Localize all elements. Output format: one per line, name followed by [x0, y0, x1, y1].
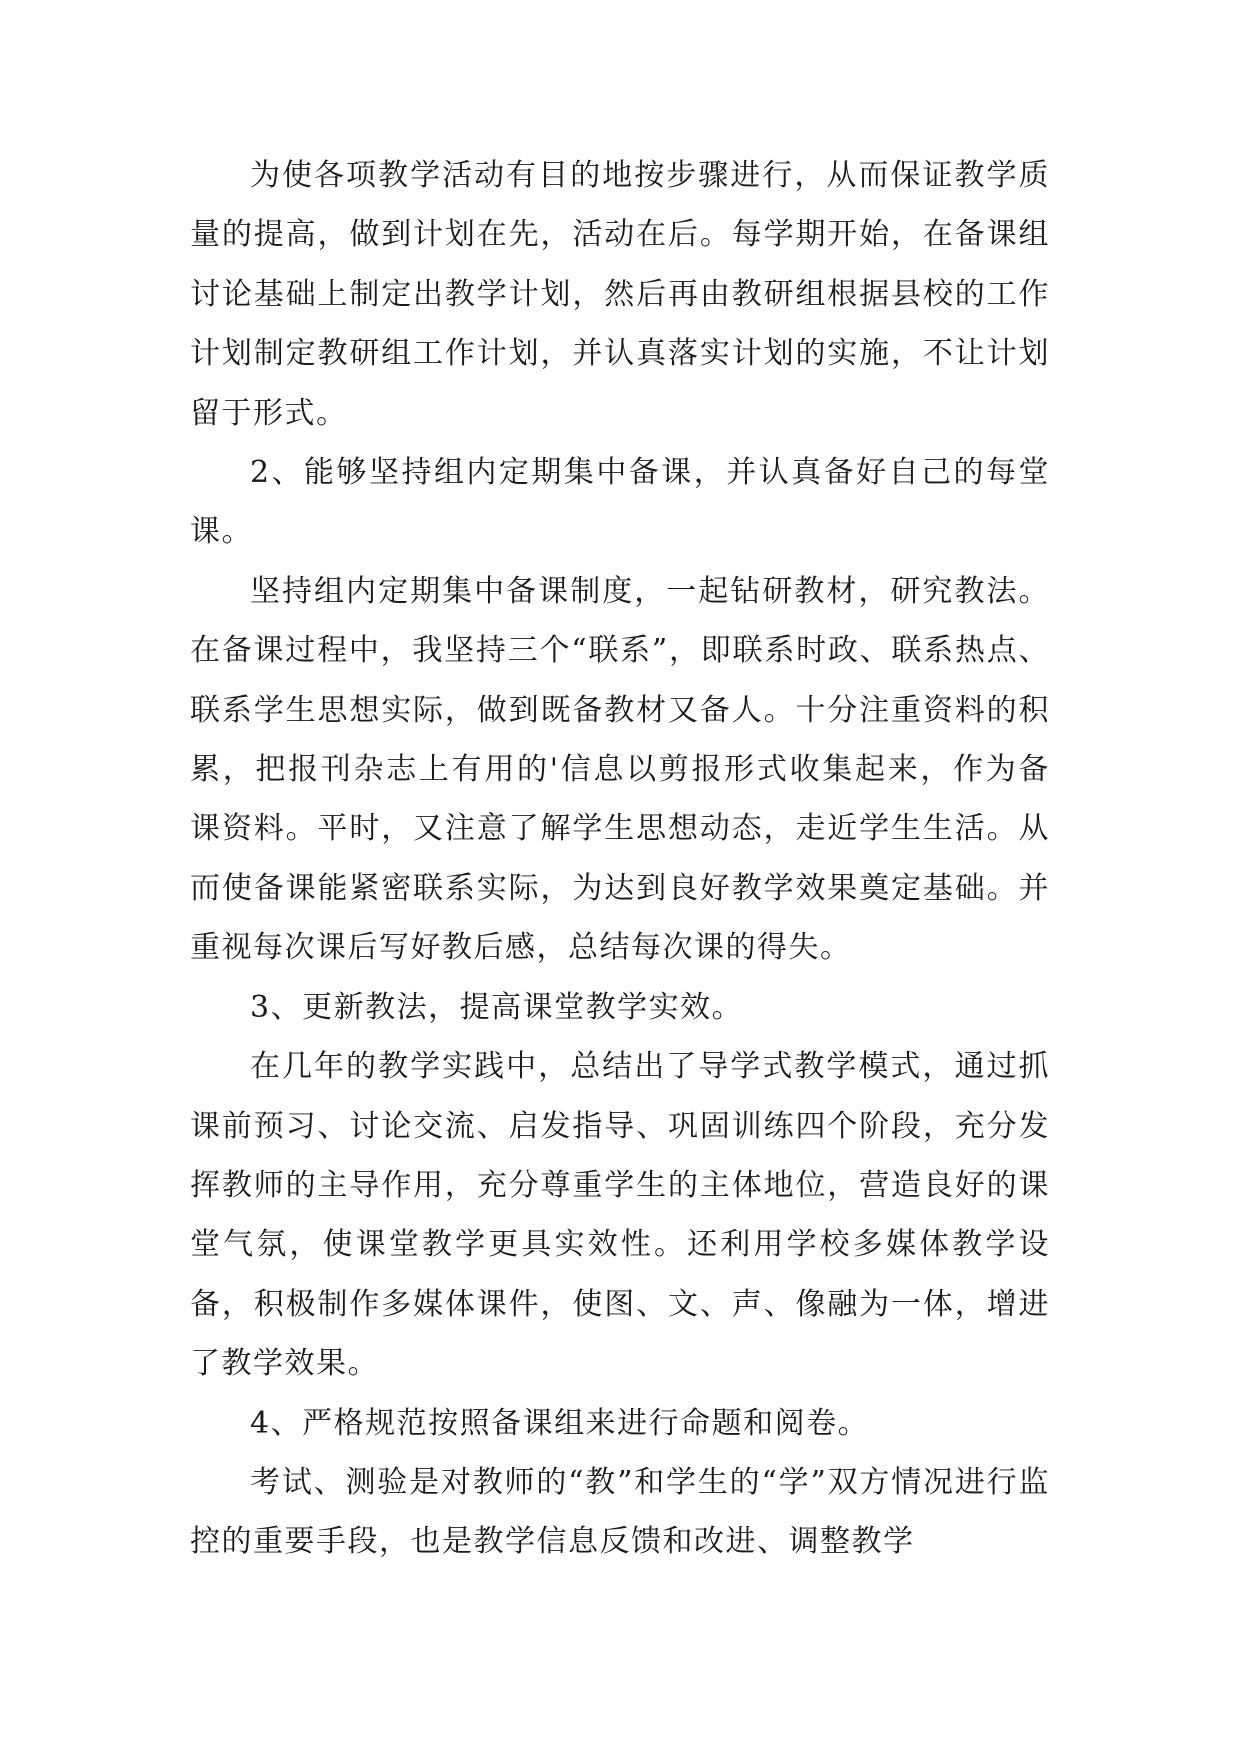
- paragraph-heading-3: 3、更新教法，提高课堂教学实效。: [250, 989, 744, 1025]
- paragraph-teaching-method: 在几年的教学实践中，总结出了导学式教学模式，通过抓课前预习、讨论交流、启发指导、巩固训练四个阶段，充分发挥教师的主导作用，充分尊重学生的主体地位，营造良好的课堂气氛，使课堂教学更具实效性。还利用学校多媒体教学设备，积极制作多媒体课件，使图、文、声、像融为一体，增进了教学效果。: [190, 1049, 1050, 1382]
- paragraph-lesson-prep: 坚持组内定期集中备课制度，一起钻研教材，研究教法。在备课过程中，我坚持三个“联系”，即联系时政、联系热点、联系学生思想实际，做到既备教材又备人。十分注重资料的积累，把报刊杂志上有用的'信息以剪报形式收集起来，作为备课资料。平时，又注意了解学生思想动态，走近学生生活。从而使备课能紧密联系实际，为达到良好教学效果奠定基础。并重视每次课后写好教后感，总结每次课的得失。: [190, 573, 1050, 966]
- document-page: [190, 146, 1050, 1572]
- paragraph-heading-4: 4、严格规范按照备课组来进行命题和阅卷。: [250, 1405, 870, 1441]
- paragraph-exams: 考试、测验是对教师的“教”和学生的“学”双方情况进行监控的重要手段，也是教学信息反馈和改进、调整教学: [190, 1464, 1050, 1560]
- paragraph-planning: 为使各项教学活动有目的地按步骤进行，从而保证教学质量的提高，做到计划在先，活动在后。每学期开始，在备课组讨论基础上制定出教学计划，然后再由教研组根据县校的工作计划制定教研组工作计划，并认真落实计划的实施，不让计划留于形式。: [190, 158, 1050, 431]
- paragraph-heading-2: 2、能够坚持组内定期集中备课，并认真备好自己的每堂课。: [190, 455, 1050, 550]
